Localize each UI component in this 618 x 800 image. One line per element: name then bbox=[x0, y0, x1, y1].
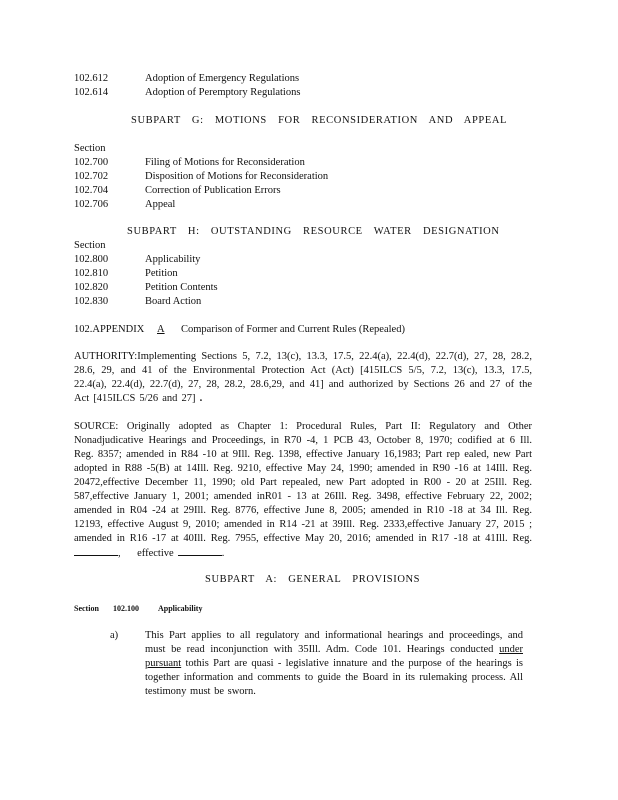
toc-number: 102.830 bbox=[74, 296, 109, 307]
toc-number: 102.704 bbox=[74, 185, 109, 196]
authority-text: Implementing Sections 5, 7.2, 13(c), 13.3, 17.5, 22.4(a), 22.4(d), 22.7(d), 27, 28, 28.2, 28.6, 29, and 41 of the Environmental Protection Act (Act) [415ILCS 5/5, 7.2, 13(c), 13.3, 17.5, 22.4(a), 22.4(d), 22.7(d), 27, 28, 28.2, 28.6,29, and 41] and authorized by Sections 26 and 27 of the Act [415ILCS 5/26 and 27] bbox=[74, 351, 532, 404]
toc-number: 102.800 bbox=[74, 254, 109, 265]
subsection-text-part: This Part applies to all regulatory and informational hearings and proceedings, and must be read inconjunction with 35Ill. Adm. Code 101. Hearings conducted bbox=[145, 630, 523, 655]
section-title: Applicability bbox=[158, 604, 203, 613]
appendix-title: Comparison of Former and Current Rules (Repealed) bbox=[181, 324, 405, 335]
source-paragraph: SOURCE: Originally adopted as Chapter 1: Procedural Rules, Part II: Regulatory and Other Nonadjudicative Hearings and Proceedings, in R70 -4, 1 PCB 43, October 8, 1970; codified at 6 Ill. Reg. 8357; amended in R84 -10 at 9Ill. Reg. 1398, effective January 16,1983; Part rep ealed, new Part adopted in R88 -5(B) at 14Ill. Reg. 9210, effective May 24, 1990; amended in R90 -16 at 14Ill. Reg. 20472,effective December 11, 1990; old Part repealed, new Part adopted in R00 - 20 at 25Ill. Reg. 587,effective January 1, 2001; amended inR01 - 13 at 26Ill. Reg. 3498, effective February 22, 2002; amended in R04 -24 at 29Ill. Reg. 8776, effective June 8, 2005; amended in R10 -18 at 34 Ill. Reg. 12193, effective August 9, 2010; amended in R14 -21 at 39Ill. Reg. 2333,effective January 27, 2015 ; amended in R16 -17 at 40Ill. Reg. 7955, effective May 20, 2016; amended in R17 -18 at 41Ill. Reg. , effective . bbox=[74, 421, 532, 559]
toc-number: 102.614 bbox=[74, 87, 109, 98]
subpart-a-heading: SUBPART A: GENERAL PROVISIONS bbox=[205, 574, 421, 585]
underlined-text: under pursuant bbox=[145, 644, 523, 669]
toc-title: Adoption of Peremptory Regulations bbox=[145, 87, 301, 98]
toc-number: 102.702 bbox=[74, 171, 109, 182]
section-label: Section bbox=[74, 143, 106, 154]
toc-title: Petition Contents bbox=[145, 282, 218, 293]
toc-title: Board Action bbox=[145, 296, 202, 307]
toc-number: 102.612 bbox=[74, 73, 109, 84]
authority-label: AUTHORITY: bbox=[74, 351, 138, 362]
toc-number: 102.820 bbox=[74, 282, 109, 293]
effective-label: effective bbox=[137, 548, 174, 559]
toc-title: Correction of Publication Errors bbox=[145, 185, 281, 196]
toc-title: Petition bbox=[145, 268, 178, 279]
toc-number: 102.810 bbox=[74, 268, 109, 279]
toc-title: Adoption of Emergency Regulations bbox=[145, 73, 300, 84]
blank-line bbox=[74, 546, 118, 556]
appendix-label: 102.APPENDIX bbox=[74, 324, 145, 335]
subpart-g-heading: SUBPART G: MOTIONS FOR RECONSIDERATION AND APPEAL bbox=[131, 115, 508, 126]
authority-paragraph: AUTHORITY:Implementing Sections 5, 7.2, 13(c), 13.3, 17.5, 22.4(a), 22.4(d), 22.7(d), 27, 28, 28.2, 28.6, 29, and 41 of the Environmental Protection Act (Act) [415ILCS 5/5, 7.2, 13(c), 13.3, 17.5, 22.4(a), 22.4(d), 22.7(d), 27, 28, 28.2, 28.6,29, and 41] and authorized by Sections 26 and 27 of the Act [415ILCS 5/26 and 27] . bbox=[74, 351, 532, 404]
toc-title: Filing of Motions for Reconsideration bbox=[145, 157, 305, 168]
subsection-label: a) bbox=[110, 630, 119, 641]
section-number: 102.100 bbox=[113, 604, 139, 613]
subpart-h-heading: SUBPART H: OUTSTANDING RESOURCE WATER DESIGNATION bbox=[127, 226, 500, 237]
toc-number: 102.706 bbox=[74, 199, 109, 210]
toc-title: Applicability bbox=[145, 254, 201, 265]
appendix-letter: A bbox=[157, 324, 165, 335]
section-label: Section bbox=[74, 240, 106, 251]
toc-title: Appeal bbox=[145, 199, 176, 210]
toc-title: Disposition of Motions for Reconsideration bbox=[145, 171, 329, 182]
blank-line bbox=[178, 546, 222, 556]
subsection-text bbox=[145, 629, 523, 699]
subsection-text-part: tothis Part are quasi - legislative innature and the purpose of the hearings is together information and comments to guide the Board in its rulemaking process. All testimony must be sworn. bbox=[145, 658, 523, 697]
toc-number: 102.700 bbox=[74, 157, 109, 168]
source-text: SOURCE: Originally adopted as Chapter 1: Procedural Rules, Part II: Regulatory and Other Nonadjudicative Hearings and Proceedings, in R70 -4, 1 PCB 43, October 8, 1970; codified at 6 Ill. Reg. 8357; amended in R84 -10 at 9Ill. Reg. 1398, effective January 16,1983; Part rep ealed, new Part adopted in R88 -5(B) at 14Ill. Reg. 9210, effective May 24, 1990; amended in R90 -16 at 14Ill. Reg. 20472,effective December 11, 1990; old Part repealed, new Part adopted in R00 - 20 at 25Ill. Reg. 587,effective January 1, 2001; amended inR01 - 13 at 26Ill. Reg. 3498, effective February 22, 2002; amended in R04 -24 at 29Ill. Reg. 8776, effective June 8, 2005; amended in R10 -18 at 34 Ill. Reg. 12193, effective August 9, 2010; amended in R14 -21 at 39Ill. Reg. 2333,effective January 27, 2015 ; amended in R16 -17 at 40Ill. Reg. 7955, effective May 20, 2016; amended in R17 -18 at 41Ill. Reg. bbox=[74, 421, 532, 544]
section-label: Section bbox=[74, 604, 99, 613]
